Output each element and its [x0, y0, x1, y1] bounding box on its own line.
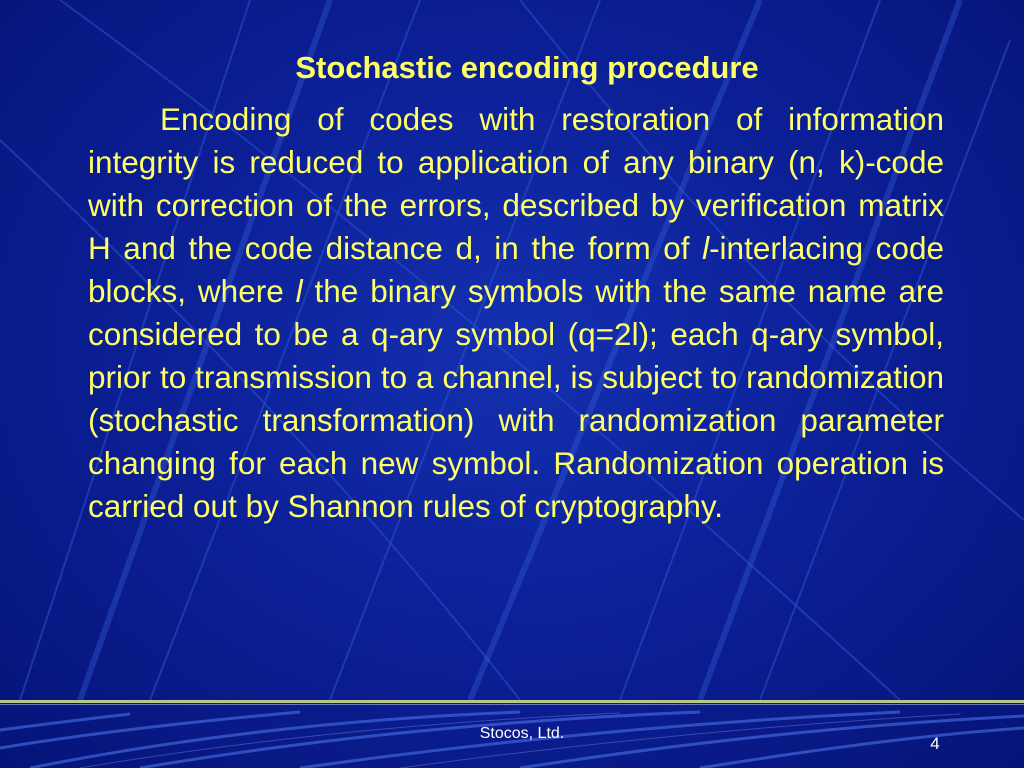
body-text-part-1: Encoding of codes with restoration of information integrity is reduced to application of any binary (n, k)-code with correction of the errors, described by verification matrix H and the code distance d, in the form of	[88, 101, 944, 266]
slide-page-number: 4	[930, 734, 940, 753]
italic-l-symbol-1: l	[702, 230, 710, 266]
body-text-part-3: the binary symbols with the same name are considered to be a q-ary symbol (q=2l); each q-ary symbol, prior to transmission to a channel, is subject to randomization (stochastic transformation) with randomization parameter changing for each new symbol. Randomization operation is carried out by Shannon rules of cryptography.	[88, 273, 945, 524]
italic-l-symbol-2: l	[295, 273, 303, 309]
footer-divider	[0, 700, 1024, 703]
footer-divider-thin	[0, 704, 1024, 705]
slide-body-paragraph	[88, 98, 944, 528]
footer-company-name: Stocos, Ltd.	[479, 725, 565, 742]
slide-title: Stochastic encoding procedure	[295, 50, 759, 85]
body-text-part-2: -interlacing code blocks, where	[88, 230, 944, 309]
